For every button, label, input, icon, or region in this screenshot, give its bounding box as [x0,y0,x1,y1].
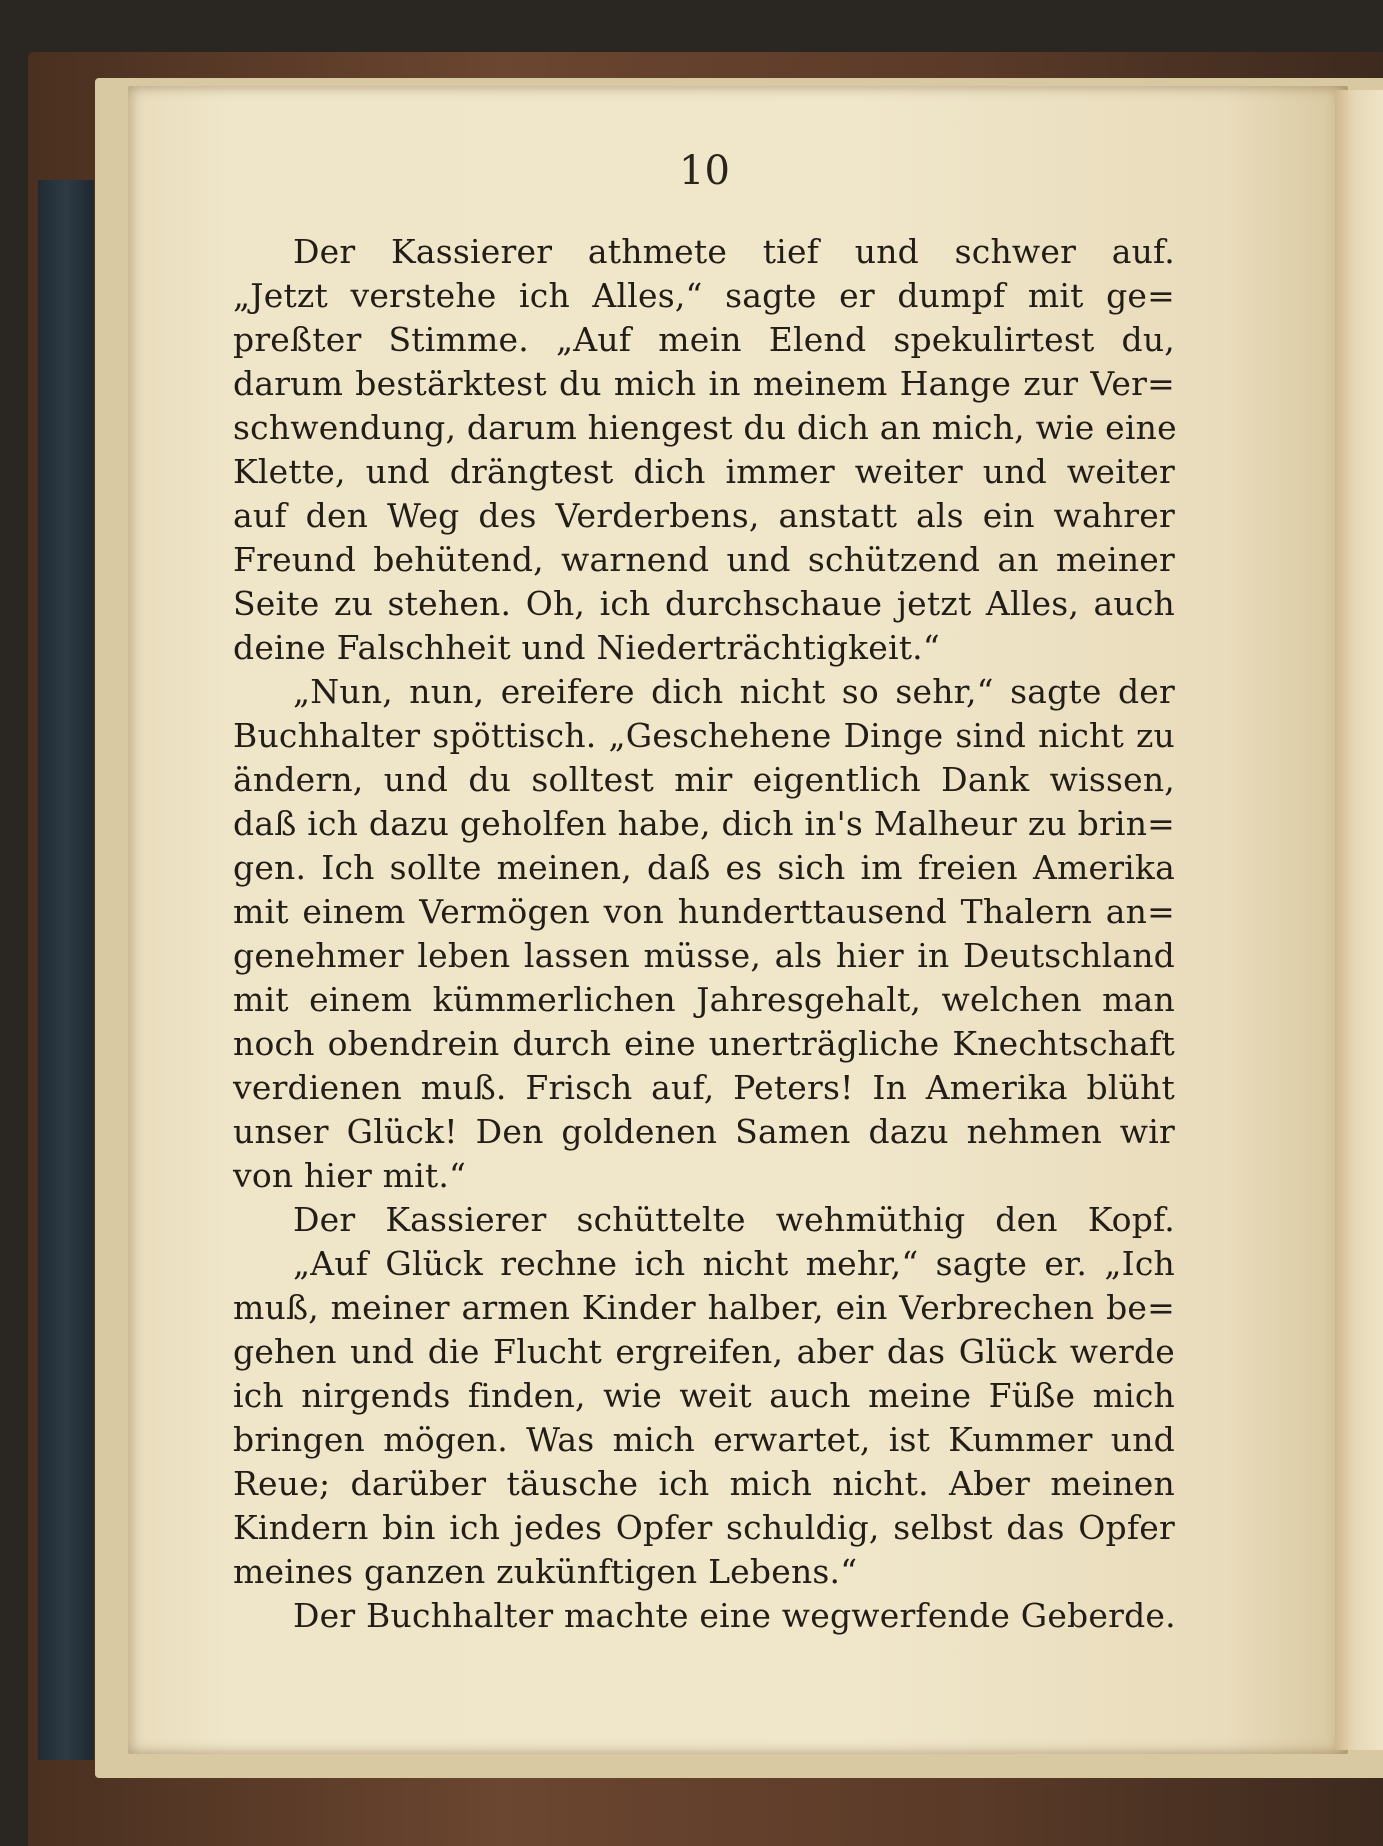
text-line: ändern, und du solltest mir eigentlich Dank wissen, [233,760,1175,799]
text-line: Kindern bin ich jedes Opfer schuldig, selbst das Opfer [233,1508,1175,1547]
text-line: Reue; darüber täusche ich mich nicht. Aber meinen [233,1464,1175,1503]
text-line: deine Falschheit und Niederträchtigkeit.“ [233,628,940,667]
page-gutter [1335,90,1383,1750]
text-line: mit einem kümmerlichen Jahresgehalt, welchen man [233,980,1175,1019]
text-line: von hier mit.“ [233,1156,467,1195]
text-line: Der Kassierer athmete tief und schwer auf. [293,232,1175,271]
text-line: Der Kassierer schüttelte wehmüthig den Kopf. [293,1200,1175,1239]
text-line: bringen mögen. Was mich erwartet, ist Kummer und [233,1420,1175,1459]
text-line: preßter Stimme. „Auf mein Elend spekulirtest du, [233,320,1175,359]
text-line: noch obendrein durch eine unerträgliche Knechtschaft [233,1024,1175,1063]
text-line: genehmer leben lassen müsse, als hier in Deutschland [233,936,1175,975]
text-line: auf den Weg des Verderbens, anstatt als ein wahrer [233,496,1175,535]
text-line: schwendung, darum hiengest du dich an mich, wie eine [233,408,1177,447]
text-line: unser Glück! Den goldenen Samen dazu nehmen wir [233,1112,1175,1151]
page-text [233,230,1175,1638]
text-line: daß ich dazu geholfen habe, dich in's Malheur zu brin= [233,804,1175,843]
text-line: gen. Ich sollte meinen, daß es sich im freien Amerika [233,848,1175,887]
text-line: meines ganzen zukünftigen Lebens.“ [233,1552,858,1591]
text-line: muß, meiner armen Kinder halber, ein Verbrechen be= [233,1288,1175,1327]
text-line: Der Buchhalter machte eine wegwerfende Geberde. [293,1596,1176,1635]
page-number: 10 [679,148,730,194]
text-line: Freund behütend, warnend und schützend an meiner [233,540,1175,579]
text-line: darum bestärktest du mich in meinem Hange zur Ver= [233,364,1175,403]
cover-spine-strip [38,180,94,1760]
text-line: gehen und die Flucht ergreifen, aber das Glück werde [233,1332,1175,1371]
text-line: Klette, und drängtest dich immer weiter und weiter [233,452,1175,491]
text-line: Seite zu stehen. Oh, ich durchschaue jetzt Alles, auch [233,584,1175,623]
text-line: mit einem Vermögen von hunderttausend Thalern an= [233,892,1175,931]
text-line: „Auf Glück rechne ich nicht mehr,“ sagte er. „Ich [293,1244,1175,1283]
text-line: verdienen muß. Frisch auf, Peters! In Amerika blüht [233,1068,1175,1107]
text-line: „Jetzt verstehe ich Alles,“ sagte er dumpf mit ge= [233,276,1175,315]
text-line: „Nun, nun, ereifere dich nicht so sehr,“ sagte der [293,672,1175,711]
text-line: ich nirgends finden, wie weit auch meine Füße mich [233,1376,1175,1415]
text-line: Buchhalter spöttisch. „Geschehene Dinge sind nicht zu [233,716,1175,755]
